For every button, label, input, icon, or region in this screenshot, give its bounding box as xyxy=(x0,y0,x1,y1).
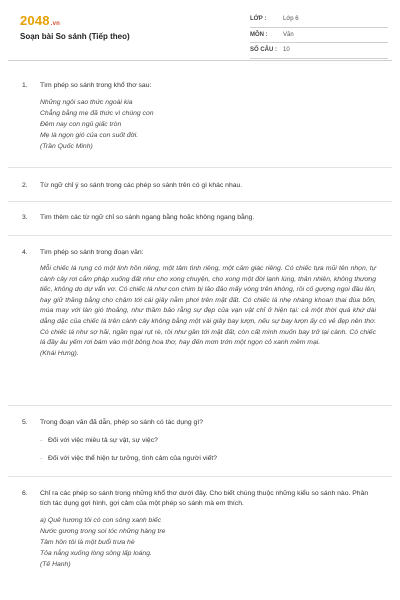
meta-key: MÔN : xyxy=(250,31,268,38)
question-6 xyxy=(22,489,380,570)
question-number: 6. xyxy=(22,490,28,497)
bullet-item xyxy=(40,454,380,464)
question-text: Trong đoạn văn đã dẫn, phép so sánh có tác dụng gì? xyxy=(40,419,203,426)
question-1 xyxy=(22,81,380,152)
poem-line: Mẹ là ngọn gió của con suốt đời. xyxy=(40,132,139,139)
bullet-text: Đối với việc thể hiện tư tưởng, tình cảm của người viết? xyxy=(48,455,218,462)
divider xyxy=(8,201,392,202)
question-2 xyxy=(22,181,380,191)
question-number: 1. xyxy=(22,82,28,89)
meta-table xyxy=(250,12,388,59)
poem-line: Chẳng bằng mẹ đã thức vì chúng con xyxy=(40,110,154,117)
meta-row-class xyxy=(250,12,388,28)
question-number: 2. xyxy=(22,182,28,189)
meta-value: Văn xyxy=(283,31,294,38)
meta-row-subject xyxy=(250,28,388,44)
meta-value: Lớp 6 xyxy=(283,16,299,23)
bullet-text: Đối với việc miêu tả sự vật, sự việc? xyxy=(48,437,158,444)
poem-block xyxy=(40,97,380,152)
poem-line: Đêm nay con ngủ giấc tròn xyxy=(40,121,122,128)
question-5 xyxy=(22,418,380,464)
question-4 xyxy=(22,248,380,359)
poem-line: Nước gương trong soi tóc những hàng tre xyxy=(40,528,166,535)
divider xyxy=(8,476,392,477)
divider xyxy=(8,405,392,406)
question-text: Tìm phép so sánh trong khổ thơ sau: xyxy=(40,82,152,89)
question-text: Từ ngữ chỉ ý so sánh trong các phép so sánh trên có gì khác nhau. xyxy=(40,182,243,189)
site-logo[interactable] xyxy=(20,13,60,28)
question-text: Chỉ ra các phép so sánh trong những khổ thơ dưới đây. Cho biết chúng thuộc những kiểu so sánh nào. Phân tích tác dụng gợi hình, gợi cảm của một phép so sánh mà em thích. xyxy=(40,490,369,507)
meta-value: 10 xyxy=(283,47,290,54)
quoted-paragraph: Mỗi chiếc lá rụng có một linh hồn riêng, một tâm tình riêng, một cảm giác riêng. Có chiếc tựa mũi tên nhọn, tự cành cây rơi cắm phập xuống đất như cho xong chuyện, cho xong một đời lạnh lùng, thản nhiên, không thương tiếc, không do dự vẩn vơ. Có chiếc lá như con chim bị lảo đảo mấy vòng trên không, rồi cố gượng ngoi đầu lên, hay giữ thăng bằng cho chậm tới cái giây nằm phơi trên mặt đất. Có chiếc lá nhẹ nhàng khoan thai đùa bỡn, múa may với làn gió thoảng, như thầm bảo rằng sự đẹp của vạn vật chỉ ở hiện tại: cả một thời quá khứ dài dằng dặc của chiếc lá trên cành cây không bằng một vài giây bay lượn, nếu sự bay lượn ấy có vẻ đẹp nên thơ. Có chiếc lá như sợ hãi, ngần ngại rụt rè, rồi như gần tới mặt đất, còn cất mình muốn bay trở lại cành. Có chiếc lá đầy âu yếm rơi bám vào một bông hoa thơ, hay đến mơn trớn một ngọn cỏ xanh mềm mại. xyxy=(40,265,376,347)
poem-author: (Tế Hanh) xyxy=(40,561,71,568)
page-title: Soạn bài So sánh (Tiếp theo) xyxy=(20,32,130,41)
bullet-item xyxy=(40,436,380,446)
bullet-dot: · xyxy=(40,455,43,462)
question-number: 3. xyxy=(22,214,28,221)
question-3 xyxy=(22,213,380,223)
bullet-dot: · xyxy=(40,437,43,444)
meta-row-count xyxy=(250,43,388,59)
question-text: Tìm phép so sánh trong đoạn văn: xyxy=(40,249,144,256)
question-number: 5. xyxy=(22,419,28,426)
header-divider xyxy=(8,60,392,61)
divider xyxy=(8,235,392,236)
poem-line: Tâm hồn tôi là một buổi trưa hè xyxy=(40,539,135,546)
poem-block xyxy=(40,515,380,570)
meta-key: LỚP : xyxy=(250,16,267,23)
poem-line: Những ngôi sao thức ngoài kia xyxy=(40,99,133,106)
meta-key: SỐ CÂU : xyxy=(250,47,277,54)
divider xyxy=(8,167,392,168)
poem-line: Tỏa nắng xuống lòng sông lấp loáng. xyxy=(40,550,152,557)
question-text: Tìm thêm các từ ngữ chỉ so sánh ngang bằng hoặc không ngang bằng. xyxy=(40,214,255,221)
poem-author: (Trần Quốc Minh) xyxy=(40,143,93,150)
question-number: 4. xyxy=(22,249,28,256)
poem-line: a) Quê hương tôi có con sông xanh biếc xyxy=(40,517,162,524)
logo-text: 2048 xyxy=(20,13,50,28)
paragraph-author: (Khái Hưng). xyxy=(40,349,79,357)
logo-tld: .vn xyxy=(50,21,61,27)
